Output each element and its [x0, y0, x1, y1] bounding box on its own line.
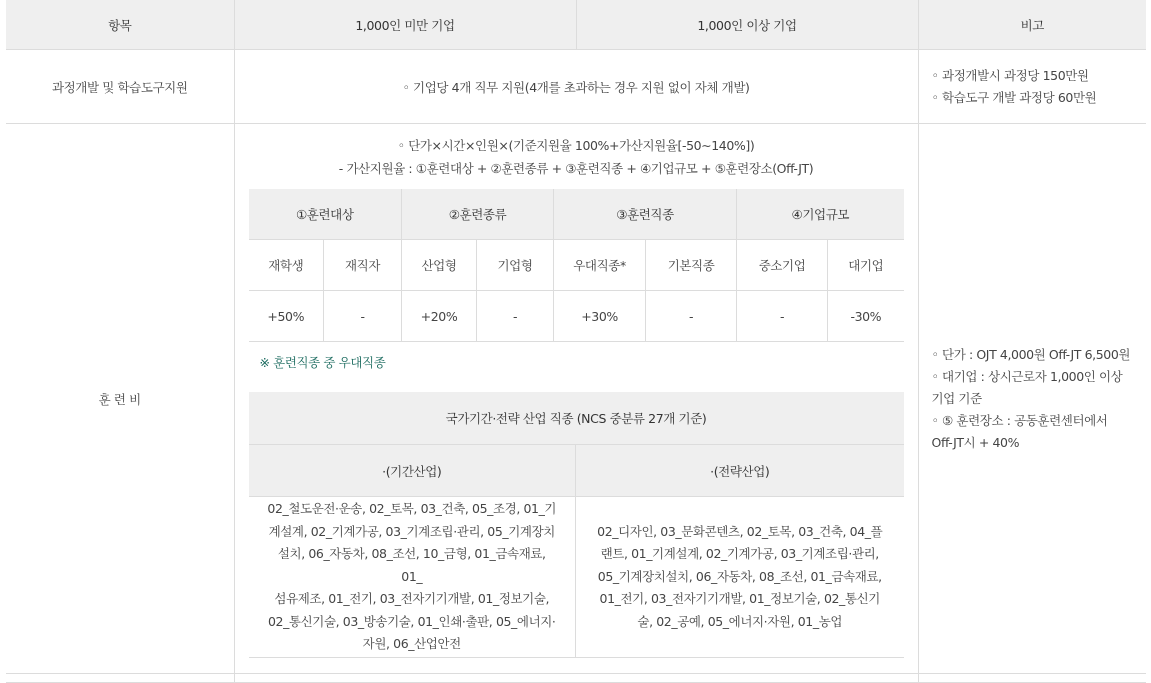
rate-value: -: [477, 291, 554, 342]
rate-value: +20%: [402, 291, 477, 342]
header-small-company: 1,000인 미만 기업: [234, 0, 576, 50]
rate-subheader: 중소기업: [737, 240, 828, 291]
next-row-cell: [918, 674, 1146, 683]
rate-subheader: 산업형: [402, 240, 477, 291]
industry-list-row: [249, 497, 904, 658]
rate-subheader: 기본직종: [646, 240, 737, 291]
support-table: [6, 0, 1146, 683]
rate-group-row: [249, 189, 904, 240]
next-row-partial: [6, 674, 1146, 683]
strategic-industry-line: 02_디자인, 03_문화콘텐츠, 02_토목, 03_건축, 04_플: [597, 523, 883, 539]
training-note-1: ◦ 단가 : OJT 4,000원 Off-JT 6,500원: [931, 346, 1131, 362]
industry-caption-row: [249, 392, 904, 445]
training-note-4: ◦ ⑤ 훈련장소 : 공동훈련센터에서: [931, 412, 1108, 428]
rate-subheader: 재학생: [249, 240, 324, 291]
header-row: [6, 0, 1146, 50]
rate-value: -: [737, 291, 828, 342]
industry-occupation-table: [249, 392, 904, 658]
strategic-industry-line: 랜트, 01_기계설계, 02_기계가공, 03_기계조립·관리,: [600, 546, 879, 562]
strategic-industry-header: ·(전략산업): [576, 445, 904, 497]
next-row-cell: [6, 674, 234, 683]
key-industry-line: 설치, 06_자동차, 08_조선, 10_금형, 01_금속재료, 01_: [277, 546, 546, 584]
strategic-industry-line: 01_전기, 03_전자기기개발, 01_정보기술, 02_통신기: [599, 591, 880, 607]
course-dev-note-1: ◦ 과정개발시 과정당 150만원: [931, 67, 1089, 83]
rate-value: -: [646, 291, 737, 342]
training-cost-row: [6, 124, 1146, 674]
key-industry-list: [249, 497, 576, 658]
header-item: 항목: [6, 0, 234, 50]
training-cost-notes: [918, 124, 1146, 674]
additional-rate-table: [249, 189, 904, 342]
course-dev-label: 과정개발 및 학습도구지원: [6, 50, 234, 124]
strategic-industry-line: 술, 02_공예, 05_에너지·자원, 01_농업: [637, 613, 843, 629]
key-industry-line: 02_철도운전·운송, 02_토목, 03_건축, 05_조경, 01_기: [267, 501, 557, 517]
training-cost-content: [234, 124, 918, 674]
training-note-2: ◦ 대기업 : 상시근로자 1,000인 이상: [931, 368, 1123, 384]
rate-group-type: ②훈련종류: [402, 189, 554, 240]
strategic-industry-list: [576, 497, 904, 658]
next-row-cell: [234, 674, 918, 683]
rate-group-occupation: ③훈련직종: [554, 189, 737, 240]
industry-caption: 국가기간·전략 산업 직종 (NCS 중분류 27개 기준): [249, 392, 904, 445]
rate-value-row: [249, 291, 904, 342]
rate-subheader: 재직자: [324, 240, 402, 291]
rate-value: -30%: [828, 291, 904, 342]
key-industry-line: 자원, 06_산업안전: [362, 636, 461, 652]
course-dev-notes: [918, 50, 1146, 124]
training-note-3: 기업 기준: [931, 390, 982, 406]
rate-subheader: 대기업: [828, 240, 904, 291]
rate-value: +30%: [554, 291, 646, 342]
course-dev-content: ◦ 기업당 4개 직무 지원(4개를 초과하는 경우 지원 없이 자체 개발): [234, 50, 918, 124]
industry-header-row: [249, 445, 904, 497]
course-dev-row: [6, 50, 1146, 124]
header-note: 비고: [918, 0, 1146, 50]
rate-value: -: [324, 291, 402, 342]
formula-line-1: ◦ 단가×시간×인원×(기준지원율 100%+가산지원율[-50∼140%]): [397, 138, 755, 153]
rate-subheader: 기업형: [477, 240, 554, 291]
course-dev-note-2: ◦ 학습도구 개발 과정당 60만원: [931, 89, 1097, 105]
rate-subheader: 우대직종*: [554, 240, 646, 291]
rate-group-size: ④기업규모: [737, 189, 904, 240]
training-note-5: Off-JT시 + 40%: [931, 434, 1020, 450]
rate-group-target: ①훈련대상: [249, 189, 402, 240]
rate-subheader-row: [249, 240, 904, 291]
training-formula: [235, 124, 918, 180]
training-cost-label: 훈 련 비: [6, 124, 234, 674]
formula-line-2: - 가산지원율 : ①훈련대상 + ②훈련종류 + ③훈련직종 + ④기업규모 + ⑤훈련장소(Off-JT): [338, 161, 814, 176]
preferred-occupation-remark: ※ 훈련직종 중 우대직종: [259, 355, 386, 370]
key-industry-line: 계설계, 02_기계가공, 03_기계조립·관리, 05_기계장치: [268, 523, 555, 539]
header-large-company: 1,000인 이상 기업: [576, 0, 918, 50]
rate-value: +50%: [249, 291, 324, 342]
key-industry-line: 섬유제조, 01_전기, 03_전자기기개발, 01_정보기술,: [274, 591, 550, 607]
key-industry-line: 02_통신기술, 03_방송기술, 01_인쇄·출판, 05_에너지·: [267, 613, 556, 629]
key-industry-header: ·(기간산업): [249, 445, 576, 497]
strategic-industry-line: 05_기계장치설치, 06_자동차, 08_조선, 01_금속재료,: [597, 568, 882, 584]
